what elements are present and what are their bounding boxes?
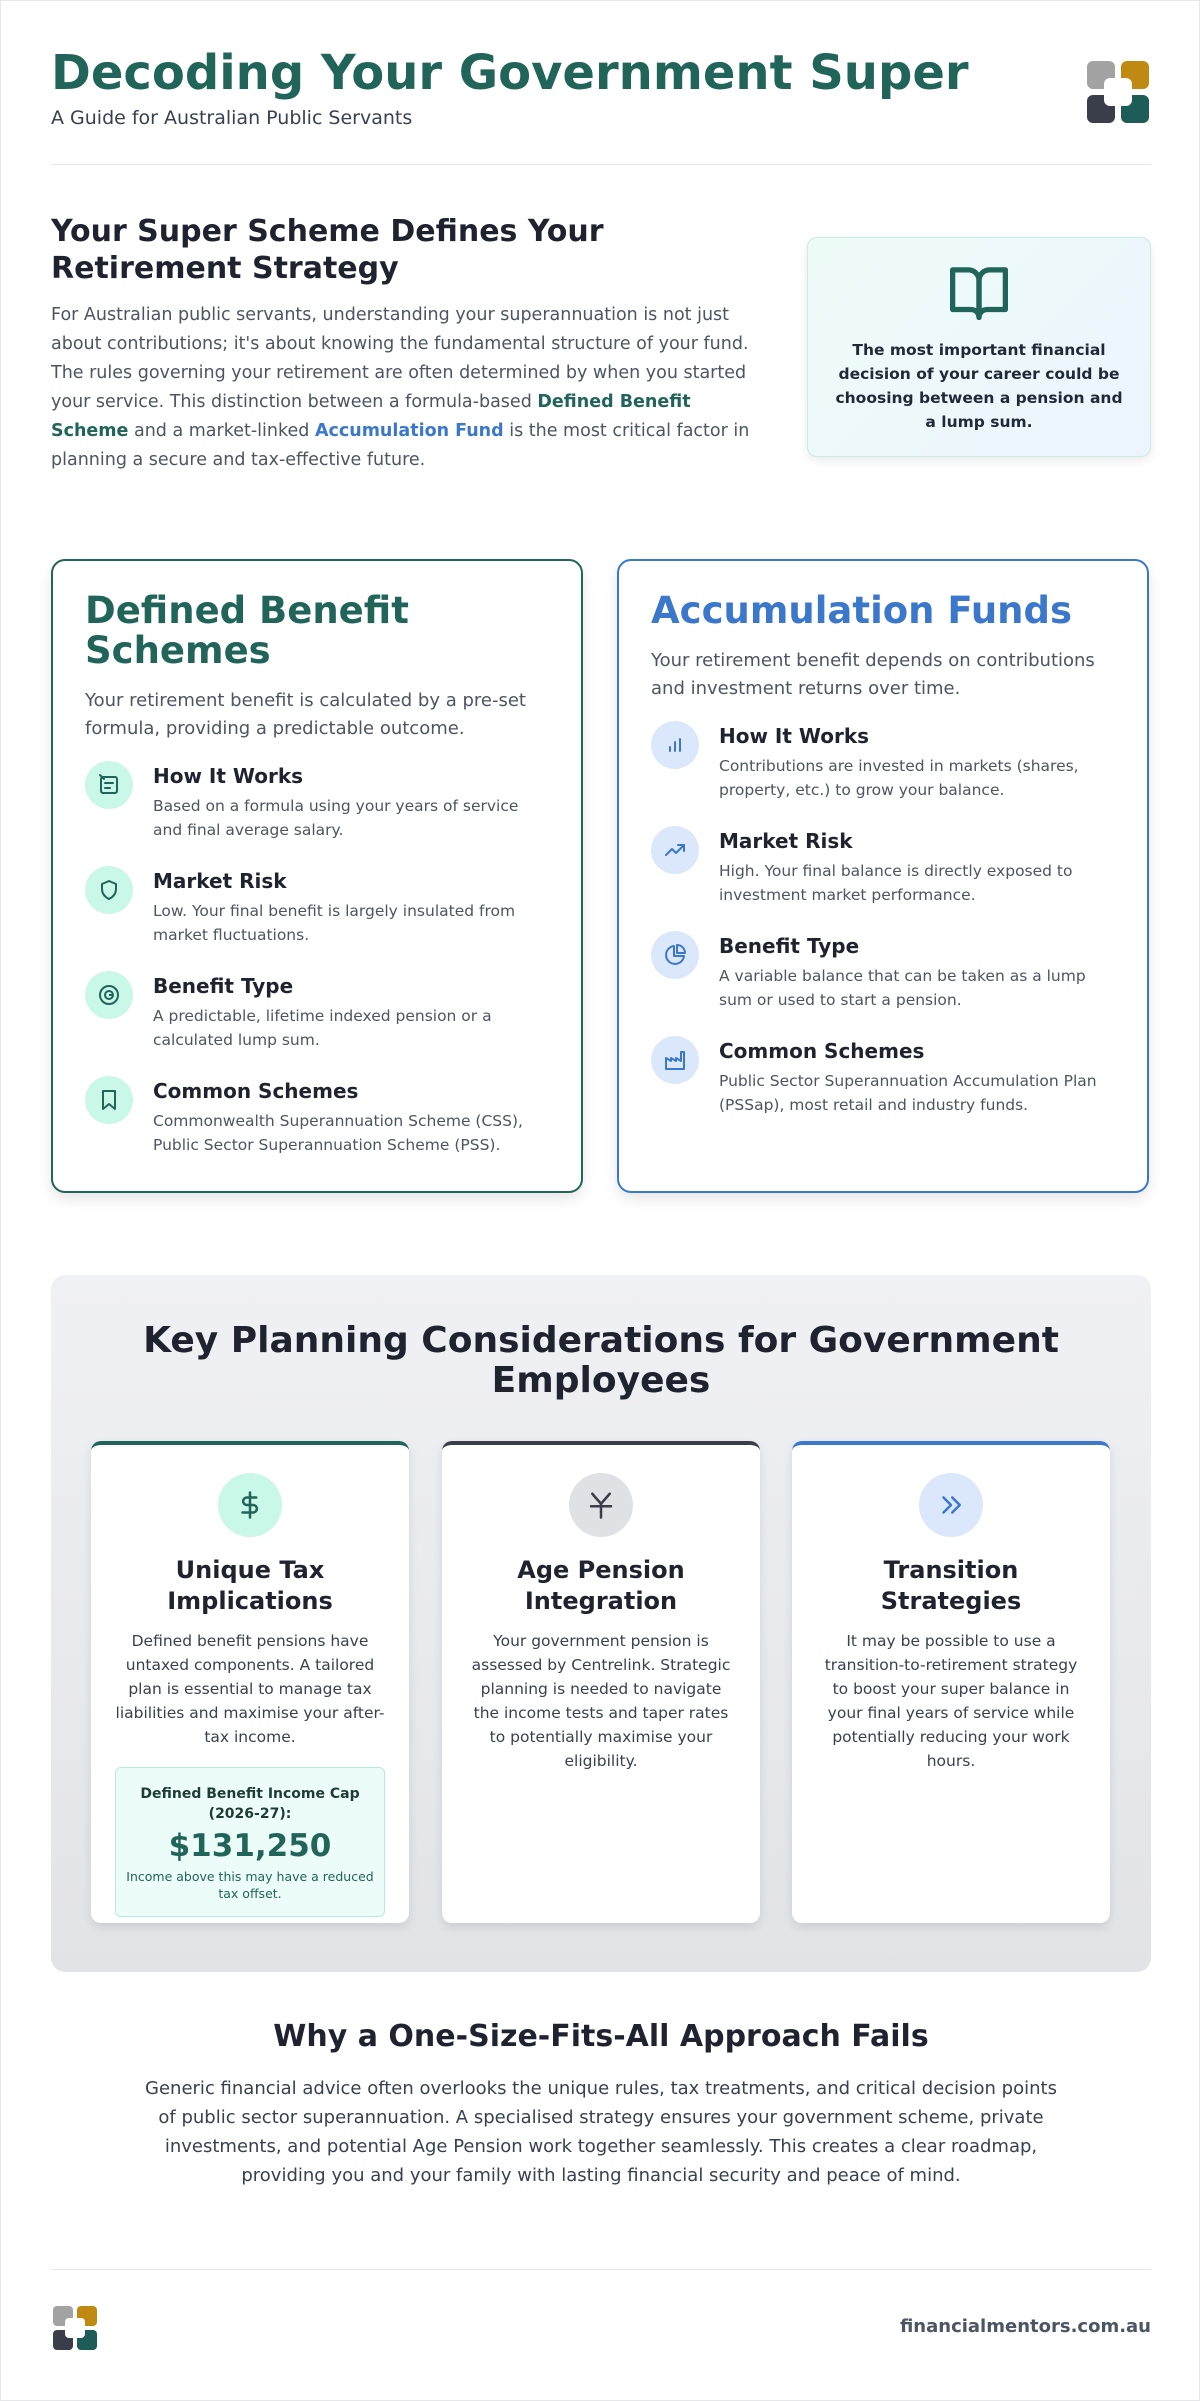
feature-text: Commonwealth Superannuation Scheme (CSS), Public Sector Superannuation Scheme (PSS). xyxy=(153,1112,523,1154)
footer xyxy=(51,2269,1151,2359)
feature-title: Benefit Type xyxy=(153,974,294,998)
open-book-icon xyxy=(947,262,1011,320)
feature-title: Common Schemes xyxy=(719,1039,925,1063)
accumulation-card xyxy=(617,559,1149,1193)
page-subtitle: A Guide for Australian Public Servants xyxy=(51,107,413,129)
calculator-icon xyxy=(85,761,133,809)
dollar-icon xyxy=(218,1473,282,1537)
planning-card-text: Defined benefit pensions have untaxed components. A tailored plan is essential to manage tax liabilities and maximise your after-tax income. xyxy=(115,1632,385,1746)
website-link[interactable]: financialmentors.com.au xyxy=(899,2316,1151,2337)
feature-item xyxy=(85,761,549,842)
merge-icon xyxy=(569,1473,633,1537)
defined-benefit-title: Defined Benefit Schemes xyxy=(85,589,409,672)
feature-text: A variable balance that can be taken as a lump sum or used to start a pension. xyxy=(719,967,1086,1009)
feature-title: How It Works xyxy=(719,724,870,748)
intro-paragraph: For Australian public servants, understanding your superannuation is not just about contributions; it's about knowing the fundamental structure of your fund. The rules governing your retirement are often determined by when you started your service. This distinction between a formula-based Defined Benefit Scheme and a market-linked Accumulation Fund is the most critical factor in planning a secure and tax-effective future. xyxy=(51,305,750,470)
bar-chart-icon xyxy=(651,721,699,769)
double-chevron-right-icon xyxy=(919,1473,983,1537)
income-cap-note: Income above this may have a reduced tax offset. xyxy=(126,1869,374,1901)
why-text: Generic financial advice often overlooks the unique rules, tax treatments, and critical decision points of public sector superannuation. A specialised strategy ensures your government scheme, private investments, and potential Age Pension work together seamlessly. This creates a clear roadmap, providing you and your family with lasting financial security and peace of mind. xyxy=(145,2078,1057,2186)
planning-section xyxy=(51,1275,1151,1972)
quote-text: The most important financial decision of your career could be choosing between a pension and a lump sum. xyxy=(835,341,1123,431)
defined-benefit-lead: Your retirement benefit is calculated by a pre-set formula, providing a predictable outcome. xyxy=(85,690,526,739)
bookmark-icon xyxy=(85,1076,133,1124)
feature-text: Public Sector Superannuation Accumulation Plan (PSSap), most retail and industry funds. xyxy=(719,1072,1097,1114)
accumulation-lead: Your retirement benefit depends on contributions and investment returns over time. xyxy=(651,650,1095,699)
planning-card-text: Your government pension is assessed by Centrelink. Strategic planning is needed to navigate the income tests and taper rates to potentially maximise your eligibility. xyxy=(471,1632,731,1770)
income-cap-value: $131,250 xyxy=(168,1828,332,1864)
quote-card xyxy=(807,237,1151,457)
shield-icon xyxy=(85,866,133,914)
planning-card xyxy=(792,1441,1110,1923)
feature-item xyxy=(651,1036,1115,1117)
feature-item xyxy=(85,866,549,947)
planning-card-text: It may be possible to use a transition-to-retirement strategy to boost your super balance in your final years of service while potentially reducing your work hours. xyxy=(824,1632,1078,1770)
header xyxy=(51,43,1151,165)
trending-up-icon xyxy=(651,826,699,874)
feature-title: Market Risk xyxy=(153,869,287,893)
income-cap-label: Defined Benefit Income Cap (2026-27): xyxy=(140,1786,360,1822)
page-title: Decoding Your Government Super xyxy=(51,45,969,101)
income-cap-box xyxy=(115,1767,385,1917)
feature-item xyxy=(85,1076,549,1157)
defined-benefit-highlight: Defined Benefit Scheme xyxy=(51,392,691,441)
planning-card-title: Unique Tax Implications xyxy=(167,1556,333,1615)
feature-item xyxy=(85,971,549,1052)
factory-icon xyxy=(651,1036,699,1084)
why-section xyxy=(141,2019,1061,2190)
feature-title: Common Schemes xyxy=(153,1079,359,1103)
planning-card-title: Transition Strategies xyxy=(880,1556,1022,1615)
feature-item xyxy=(651,826,1115,907)
accumulation-highlight: Accumulation Fund xyxy=(314,421,504,441)
feature-item xyxy=(651,721,1115,802)
feature-title: How It Works xyxy=(153,764,304,788)
intro-heading: Your Super Scheme Defines Your Retirement Strategy xyxy=(51,214,604,286)
feature-text: Based on a formula using your years of service and final average salary. xyxy=(153,797,519,839)
planning-card xyxy=(91,1441,409,1923)
planning-heading: Key Planning Considerations for Government Employees xyxy=(143,1320,1059,1401)
why-heading: Why a One-Size-Fits-All Approach Fails xyxy=(273,2019,929,2054)
feature-item xyxy=(651,931,1115,1012)
accumulation-title: Accumulation Funds xyxy=(651,589,1073,632)
feature-title: Market Risk xyxy=(719,829,853,853)
feature-text: High. Your final balance is directly exposed to investment market performance. xyxy=(719,862,1073,904)
coin-icon xyxy=(85,971,133,1019)
intro-section xyxy=(51,213,771,475)
feature-text: A predictable, lifetime indexed pension or a calculated lump sum. xyxy=(153,1007,492,1049)
footer-logo xyxy=(53,2306,97,2350)
brand-logo xyxy=(1087,61,1149,123)
pie-chart-icon xyxy=(651,931,699,979)
feature-title: Benefit Type xyxy=(719,934,860,958)
feature-text: Contributions are invested in markets (shares, property, etc.) to grow your balance. xyxy=(719,757,1079,799)
feature-text: Low. Your final benefit is largely insulated from market fluctuations. xyxy=(153,902,516,944)
defined-benefit-card xyxy=(51,559,583,1193)
planning-card xyxy=(442,1441,760,1923)
planning-card-title: Age Pension Integration xyxy=(517,1556,685,1615)
